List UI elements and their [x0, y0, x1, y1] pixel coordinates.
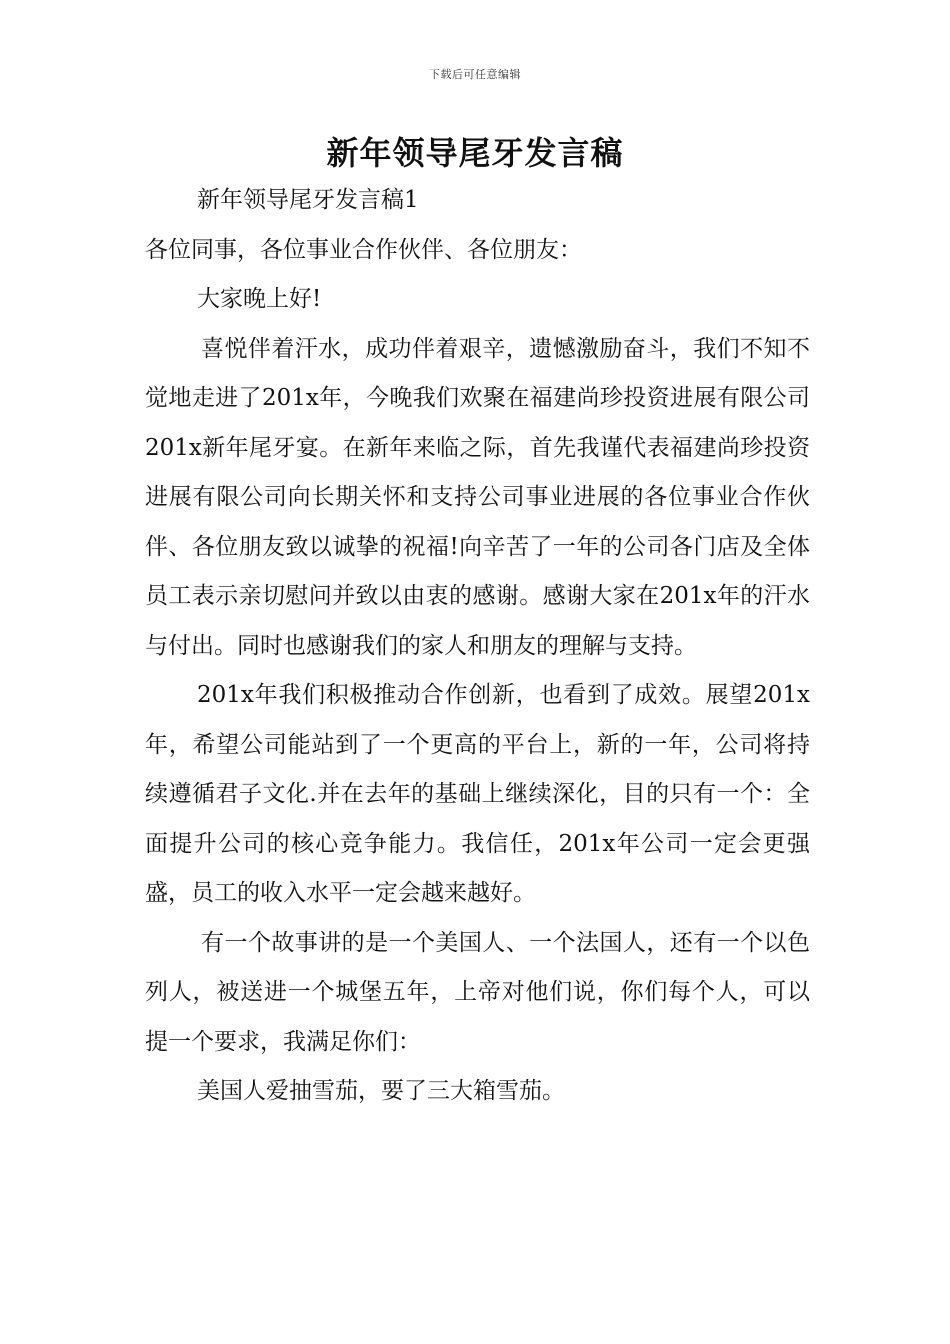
body-paragraph: 喜悦伴着汗水，成功伴着艰辛，遗憾激励奋斗，我们不知不觉地走进了201x年，今晚我们欢聚在福建尚珍投资进展有限公司201x新年尾牙宴。在新年来临之际，首先我谨代表福建尚珍投资进展有限公司向长期关怀和支持公司事业进展的各位事业合作伙伴、各位朋友致以诚挚的祝福!向辛苦了一年的公司各门店及全体员工表示亲切慰问并致以由衷的感谢。感谢大家在201x年的汗水与付出。同时也感谢我们的家人和朋友的理解与支持。: [145, 335, 810, 659]
body-paragraph: 有一个故事讲的是一个美国人、一个法国人，还有一个以色列人，被送进一个城堡五年，上帝对他们说，你们每个人，可以提一个要求，我满足你们：: [145, 929, 810, 1055]
header-note: 下载后可任意编辑: [429, 68, 521, 81]
document-body: [145, 176, 810, 1117]
body-paragraph: 201x年我们积极推动合作创新，也看到了成效。展望201x年，希望公司能站到了一个更高的平台上，新的一年，公司将持续遵循君子文化.并在去年的基础上继续深化，目的只有一个：全面提升公司的核心竞争能力。我信任，201x年公司一定会更强盛，员工的收入水平一定会越来越好。: [145, 682, 810, 906]
body-paragraph: 美国人爱抽雪茄，要了三大箱雪茄。: [197, 1078, 565, 1104]
salutation-paragraph: 各位同事，各位事业合作伙伴、各位朋友：: [145, 236, 582, 263]
document-title: 新年领导尾牙发言稿: [326, 134, 624, 172]
greeting-paragraph: 大家晚上好!: [197, 286, 322, 312]
subtitle-paragraph: 新年领导尾牙发言稿1: [197, 187, 419, 213]
